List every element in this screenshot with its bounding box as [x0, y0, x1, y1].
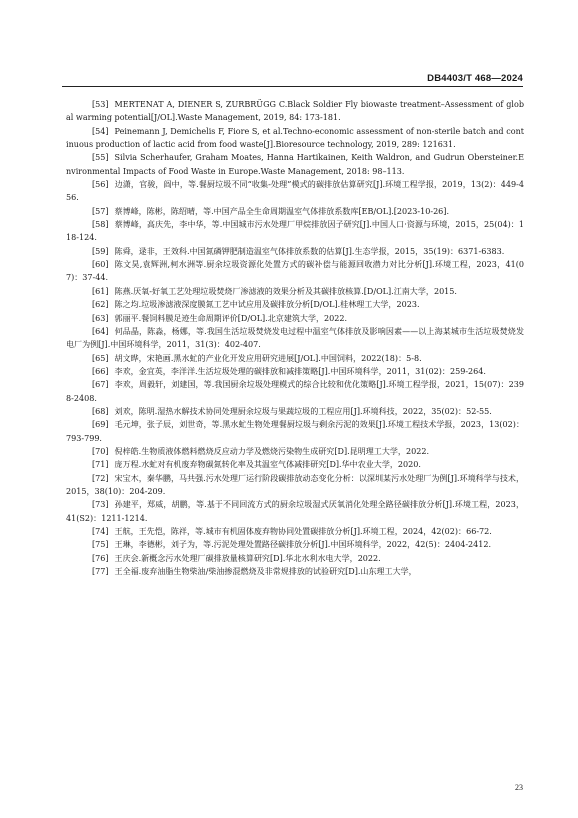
- reference-entry: [66, 538, 524, 551]
- reference-text: Silvia Scherhaufer, Graham Moates, Hanna Hartikainen, Keith Waldron, and Gudrun Obersteiner.Environmental Impacts of Food Waste in Europe.Waste Management, 2018: 98–113.: [66, 153, 524, 176]
- reference-number: [64]: [92, 326, 109, 336]
- reference-entry: [66, 472, 524, 499]
- reference-text: 王全福.废弃油脂生物柴油/柴油掺混燃烧及非常规排放的试验研究[D].山东理工大学，: [114, 567, 417, 577]
- reference-number: [65]: [92, 353, 109, 363]
- reference-text: 陈舜，逯非，王效科.中国氮磷钾肥制造温室气体排放系数的估算[J].生态学报，2015，35(19)：6371-6383.: [114, 246, 505, 256]
- reference-entry: [66, 245, 524, 258]
- reference-number: [58]: [92, 220, 109, 230]
- reference-text: 王庆会.新概念污水处理厂碳排放量核算研究[D].华北水利水电大学，2022.: [114, 553, 381, 563]
- reference-entry: [66, 445, 524, 458]
- reference-entry: [66, 125, 524, 152]
- reference-number: [66]: [92, 366, 109, 376]
- header-divider: [62, 86, 523, 87]
- reference-text: 蔡博峰，高庆先，李中华，等.中国城市污水处理厂甲烷排放因子研究[J].中国人口·资源与环境，2015，25(04)：118-124.: [66, 220, 524, 243]
- reference-text: 李欢，金宜英，李洋洋.生活垃圾处理的碳排放和减排策略[J].中国环境科学，2011，31(02)：259-264.: [114, 366, 486, 376]
- reference-number: [73]: [92, 500, 109, 510]
- reference-entry: [66, 178, 524, 205]
- reference-text: 边潇，官骏，阎中，等.餐厨垃圾不同“收集-处理”模式的碳排放估算研究[J].环境工程学报，2019，13(2)：449-456.: [66, 180, 524, 203]
- reference-number: [72]: [92, 473, 109, 483]
- reference-text: 胡文晔，宋艳画.黑水虻的产业化开发应用研究进展[J/OL].中国饲料，2022(18)：5-8.: [114, 353, 422, 363]
- reference-text: 陈文昊,袁辉洲,柯水洲等.厨余垃圾资源化处置方式的碳补偿与能源回收潜力对比分析[J].环境工程，2023，41(07)：37-44.: [66, 260, 524, 283]
- reference-number: [77]: [92, 567, 109, 577]
- reference-number: [75]: [92, 540, 109, 550]
- reference-number: [62]: [92, 300, 109, 310]
- reference-text: MERTENAT A, DIENER S, ZURBRÜGG C.Black Soldier Fly biowaste treatment–Assessment of global warming potential[J/OL].Waste Management, 2019, 84: 173-181.: [66, 100, 524, 123]
- reference-entry: [66, 418, 524, 445]
- reference-text: 王航，王先恺，陈祥，等.城市有机固体废弃物协同处置碳排放分析[J].环境工程，2024，42(02)：66-72.: [114, 527, 492, 536]
- reference-entry: [66, 258, 524, 285]
- reference-number: [53]: [92, 100, 109, 109]
- reference-entry: [66, 365, 524, 378]
- reference-text: 宋宝木，秦华鹏，马共强.污水处理厂运行阶段碳排放动态变化分析：以深圳某污水处理厂为例[J].环境科学与技术，2015，38(10)：204-209.: [66, 473, 524, 496]
- reference-entry: [66, 205, 524, 218]
- reference-text: 庞万程.水虻对有机废弃物碳氮转化率及其温室气体减排研究[D].华中农业大学，2020.: [114, 460, 421, 470]
- page-number: 23: [515, 783, 523, 792]
- reference-entry: [66, 325, 524, 352]
- reference-number: [69]: [92, 420, 109, 430]
- reference-text: 毛元坤，张子辰，刘世奇，等.黑水虻生物处理餐厨垃圾与剩余污泥的效果[J].环境工程技术学报，2023，13(02)：793-799.: [66, 420, 524, 443]
- reference-entry: [66, 458, 524, 471]
- reference-number: [60]: [92, 260, 109, 270]
- reference-text: 陈燕.厌氧-好氧工艺处理垃圾焚烧厂渗滤液的效果分析及其碳排放核算.[D/OL].江南大学，2015.: [114, 286, 457, 296]
- reference-entry: [66, 151, 524, 178]
- reference-entry: [66, 312, 524, 325]
- reference-list: [66, 98, 524, 578]
- reference-entry: [66, 552, 524, 565]
- reference-entry: [66, 405, 524, 418]
- reference-number: [56]: [92, 180, 109, 190]
- reference-number: [67]: [92, 380, 109, 390]
- reference-entry: [66, 498, 524, 525]
- reference-number: [70]: [92, 446, 109, 456]
- reference-entry: [66, 525, 524, 538]
- reference-text: Peinemann J, Demichelis F, Fiore S, et al.Techno-economic assessment of non-sterile batch and continuous production of lactic acid from food waste[J].Bioresource technology, 2019, 289: 121631.: [66, 126, 524, 150]
- reference-entry: [66, 285, 524, 298]
- reference-text: 王琳，李德彬，刘子为，等.污泥处理处置路径碳排放分析[J].中国环境科学，2022，42(5)：2404-2412.: [114, 540, 492, 550]
- reference-text: 何品晶，陈淼，杨娜，等.我国生活垃圾焚烧发电过程中温室气体排放及影响因素——以上海某城市生活垃圾焚烧发电厂为例[J].中国环境科学，2011，31(3)：402-407.: [66, 326, 524, 350]
- reference-text: 倪梓皓.生物质液体燃料燃烧反应动力学及燃烧污染物生成研究[D].昆明理工大学，2022.: [114, 446, 430, 456]
- reference-text: 陈之均.垃圾渗滤液深度膜氮工艺中试应用及碳排放分析[D/OL].桂林理工大学，2023.: [114, 300, 420, 310]
- reference-entry: [66, 298, 524, 311]
- reference-number: [54]: [92, 126, 109, 136]
- reference-number: [61]: [92, 286, 109, 296]
- reference-text: 李欢，周毅轩，刘建国，等.我国厨余垃圾处理模式的综合比较和优化策略[J].环境工程学报，2021，15(07)：2398-2408.: [66, 380, 524, 403]
- reference-text: 郭丽平.餐饲料膜足迹生命周期评价[D/OL].北京建筑大学，2022.: [114, 313, 348, 323]
- reference-number: [59]: [92, 246, 109, 256]
- reference-number: [74]: [92, 527, 109, 536]
- standard-code-header: DB4403/T 468—2024: [427, 73, 523, 84]
- reference-number: [55]: [92, 153, 109, 163]
- reference-entry: [66, 352, 524, 365]
- reference-entry: [66, 378, 524, 405]
- reference-text: 孙建平，郑威，胡鹏，等.基于不同回流方式的厨余垃圾湿式厌氧消化处理全路径碳排放分析[J].环境工程，2023，41(S2)：1211-1214.: [66, 500, 524, 523]
- reference-number: [63]: [92, 313, 109, 323]
- reference-number: [71]: [92, 460, 109, 470]
- reference-number: [68]: [92, 406, 109, 416]
- reference-number: [76]: [92, 553, 109, 563]
- reference-text: 刘欢，陈明.湿热水解技术协同处理厨余垃圾与果蔬垃圾的工程应用[J].环境科技，2022，35(02)：52-55.: [114, 406, 492, 416]
- reference-entry: [66, 98, 524, 125]
- reference-number: [57]: [92, 206, 109, 216]
- reference-text: 蔡博峰，陈彬，陈绍晴，等.中国产品全生命周期温室气体排放系数库[EB/OL].[2023-10-26].: [114, 206, 450, 216]
- reference-entry: [66, 218, 524, 245]
- reference-entry: [66, 565, 524, 578]
